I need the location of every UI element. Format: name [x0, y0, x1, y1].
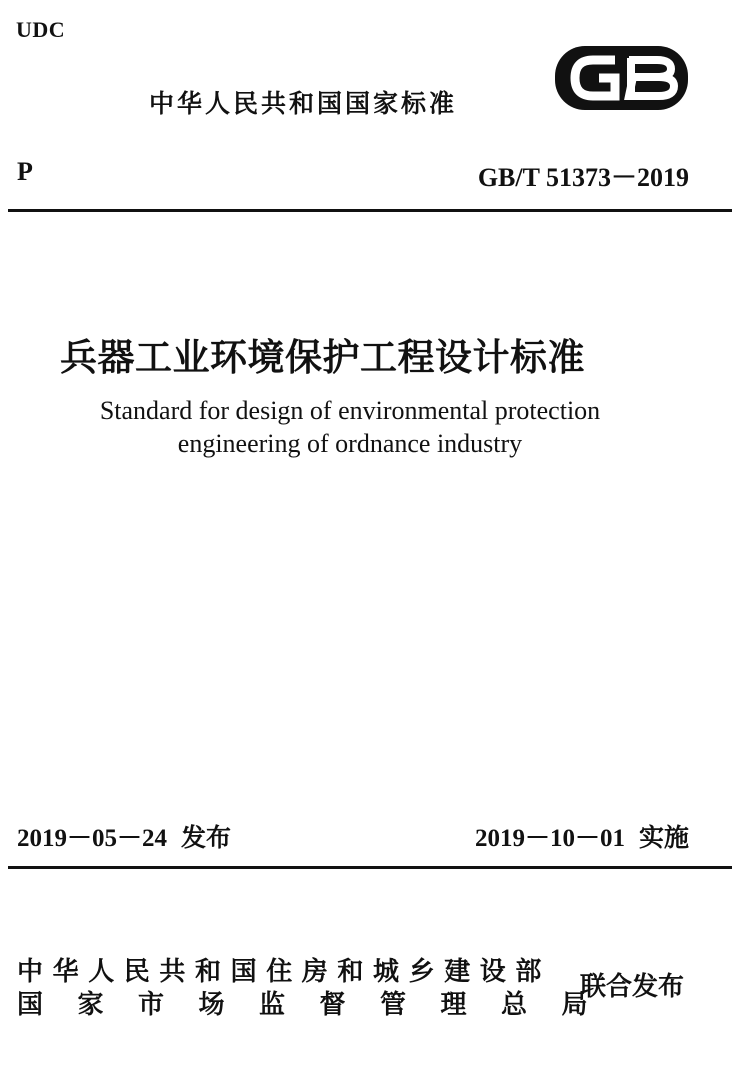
gb-logo [553, 44, 690, 112]
bottom-divider [8, 866, 732, 869]
title-chinese: 兵器工业环境保护工程设计标准 [60, 335, 585, 379]
implementation-date: 2019－10－01 [474, 825, 625, 852]
title-english-line-1: Standard for design of environmental protection [99, 396, 601, 425]
issue-date: 2019－05－24 [17, 825, 168, 852]
category-code: P [17, 157, 33, 186]
issue-date-block [17, 818, 231, 854]
top-divider [8, 209, 732, 212]
issuer-administration: 国家市场监督管理总局 [17, 990, 623, 1020]
standard-number: GB/T 51373－2019 [477, 163, 689, 192]
issue-label: 发布 [181, 823, 232, 852]
title-english-line-2: engineering of ordnance industry [177, 429, 523, 458]
implementation-label: 实施 [638, 823, 689, 852]
implementation-date-block [475, 818, 689, 854]
udc-label: UDC [16, 17, 66, 42]
issuer-ministry: 中华人民共和国住房和城乡建设部 [17, 957, 552, 987]
national-standard-heading: 中华人民共和国国家标准 [149, 89, 458, 118]
gb-logo-icon [553, 44, 690, 112]
title-english [0, 394, 700, 460]
joint-issue-label: 联合发布 [580, 972, 685, 1002]
